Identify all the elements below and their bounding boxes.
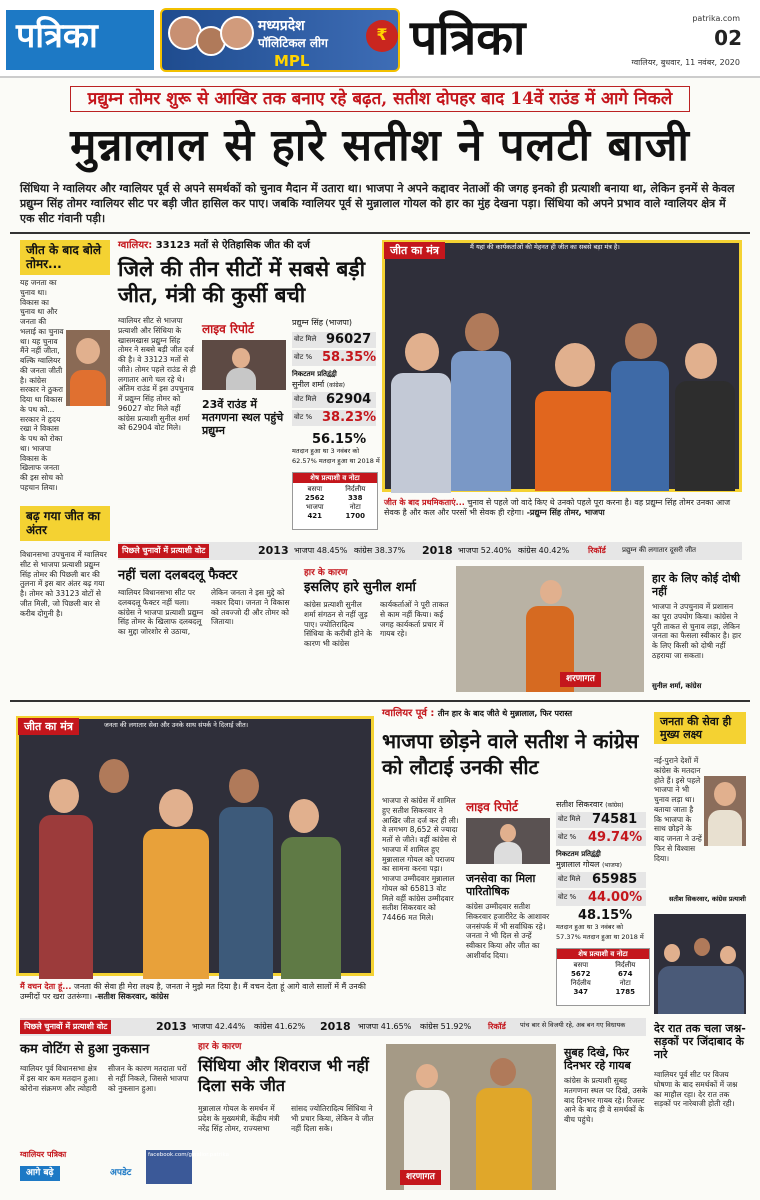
winner-pct: 58.35% [322,350,377,365]
bottom-col1-title: कम वोटिंग से हुआ नुकसान [20,1042,150,1057]
footer-update: अपडेट [110,1168,132,1178]
other-value: 1700 [345,511,365,520]
runner-name: सुनील शर्मा [292,380,325,389]
mid-col2-title: इसलिए हारे सुनील शर्मा [304,580,416,595]
sikarwar-photo [704,776,746,846]
winner-pct-row [292,350,376,366]
other-label: निर्दलीय [570,979,591,988]
winner-votes: 96027 [326,332,372,347]
runner-votes: 62904 [326,392,372,407]
other-value: 347 [573,987,589,996]
prev-results-strip-1 [118,542,742,560]
quote-east [20,982,372,1012]
mid-col2-kicker: हार के कारण [304,568,348,578]
turnout-value: 56.15% [312,432,367,447]
votes-label: वोट मिले [558,815,581,823]
east-victory-crowd-photo [16,716,374,976]
dateline: ग्वालियर, बुधवार, 11 नवंबर, 2020 [631,58,740,67]
kicker-text: तीन हार के बाद जीते थे मुन्नालाल, फिर परास्त [437,709,573,718]
other-label: बसपा [307,485,323,494]
mid-photo [456,566,644,692]
other-label: नोटा [619,979,631,988]
divider [10,700,750,702]
prev-strip-label: पिछले चुनावों में प्रत्याशी वोट [20,1020,111,1034]
east-side2-title: देर रात तक चला जश्न- सड़कों पर जिंदाबाद के नारे [654,1022,746,1062]
prev-y2-inc: कांग्रेस 51.92% [420,1022,472,1031]
footer-brand: ग्वालियर पत्रिका [20,1150,67,1159]
prev-results-strip-2 [20,1018,646,1036]
turnout-note: मतदान हुआ था 3 नवंबर को [292,447,359,455]
other-value: 5672 [571,969,591,978]
mid-col1-text: ग्वालियर विधानसभा सीट पर दलबदलू फैक्टर नहीं चला। कांग्रेस ने भाजपा प्रत्याशी प्रद्युम्न सिंह तोमर के खिलाफ दलबदलू का मुद्दा जोरशोर से उठाया, लेकिन जनता ने इस मुद्दे को नकार दिया। जनता ने विकास को तवज्जो दी और तोमर को जिताया। [118,588,290,636]
bottom-photo [386,1044,556,1190]
runner-name: मुन्नालाल गोयल [556,860,600,869]
bottom-col2-text: मुन्नालाल गोयल के समर्थन में प्रदेश के मुख्यमंत्री, केंद्रीय मंत्री नरेंद्र सिंह तोमर, राज्यसभा सांसद ज्योतिरादित्य सिंधिया ने भी प्रचार किया, लेकिन वे जीत नहीं दिला सके। [198,1104,374,1133]
other-value: 1785 [615,987,635,996]
bottom-col3-title: सुबह दिखे, फिर दिनभर रहे गायब [564,1046,631,1073]
site-url: patrika.com [692,14,740,23]
east-runner-label: निकटतम प्रतिद्वंद्वी [556,850,601,858]
quote-lead: जीत के बाद प्रथमिकताएं... [384,498,465,507]
east-live-sub: जनसेवा का मिला पारितोषिक [466,872,536,899]
prev-y1-bjp: भाजपा 42.44% [192,1022,246,1031]
east-kicker [382,708,652,720]
kicker-text: 33123 मतों से ऐतिहासिक जीत की दर्ज [155,240,310,251]
prev-y1-bjp: भाजपा 48.45% [294,546,348,555]
votes-label: वोट मिले [294,395,317,403]
record-text: पांच बार से विजयी रहे, अब बन गए विधायक [520,1021,626,1029]
runner-party: (कांग्रेस) [326,382,346,389]
east-side-title: जनता की सेवा ही मुख्य लक्ष्य [654,712,746,744]
east-live-text: कांग्रेस उम्मीदवार सतीश सिकरवार हजारीरेट के आशावर जनसंपर्क में भी सर्वाधिक रहे। जनता ने भी दिल से उन्हें स्वीकार किया और जीत का आशीर्वाद दिया। [466,902,550,960]
east-others-table [556,948,650,1006]
bottom-photo-tag: शरणागत [400,1170,441,1185]
record-text: प्रद्युम्न की लगातार दूसरी जीत [622,546,697,554]
east-runner-pct-row [556,890,646,906]
victory-crowd-photo [382,240,742,492]
pct-label: वोट % [558,893,577,901]
winner-block [292,318,376,328]
bottom-col3-text: कांग्रेस के प्रत्याशी सुबह मतगणना स्थल पर दिखे, उसके बाद दिनभर गायब रहे। रिजल्ट आने के बाद ही वे समर्थकों के बीच पहुंचे। [564,1076,648,1124]
live-report-photo [202,340,286,390]
prev-year-2: 2018 [320,1020,351,1033]
runner-party: (भाजपा) [602,862,622,869]
live-report-sub: 23वें राउंड में मतगणना स्थल पहुंचे प्रद्युम्न [202,398,284,438]
lede-paragraph: सिंधिया ने ग्वालियर और ग्वालियर पूर्व से अपने समर्थकों को चुनाव मैदान में उतारा था। भाजपा ने अपने कद्दावर नेताओं की जगह इनको ही प्रत्याशी बनाया था, लेकिन इनमें से केवल प्रद्युम्न सिंह तोमर ग्वालियर सीट पर बड़ी जीत हासिल कर पाए। जबकि ग्वालियर पूर्व से मुन्नालाल गोयल को हार का मुंह देखना पड़ा। सिंधिया को अपने प्रभाव वाले ग्वालियर क्षेत्र में एक सीट गंवानी पड़ी। [20,182,735,225]
promo-line-1: मध्यप्रदेश [258,18,305,34]
runner-pct-row [292,410,376,426]
mid-col3-text: भाजपा ने उपचुनाव में प्रशासन का पूरा उपयोग किया। कांग्रेस ने पूरी ताकत से चुनाव लड़ा, लेकिन जनता का फैसला स्वीकार है। हार के लिए किसी को दोषी नहीं ठहराया जा सकता। [652,602,742,660]
winner-name: सतीश सिकरवार [556,800,603,809]
photo-tag-gwalior: जीत का मंत्र [384,242,445,259]
east-prev-turnout: 57.37% मतदान हुआ था 2018 में [556,933,644,941]
winner-party: (भाजपा) [325,318,353,327]
runner-pct: 44.00% [588,890,643,905]
winner-party: (कांग्रेस) [605,802,624,809]
photo-tag-east: जीत का मंत्र [18,718,79,735]
runner-label: निकटतम प्रतिद्वंद्वी [292,370,337,378]
runner-votes-row [292,392,376,408]
night-celebration-photo [654,914,746,1014]
winner-votes-row [292,332,376,348]
photo-caption-east: जनता की लगातार सेवा और उनके साथ संपर्क ने दिलाई जीत। [104,721,249,729]
winner-name: प्रद्युम्न सिंह [292,318,323,327]
winner-pct: 49.74% [588,830,643,845]
east-runner-votes-row [556,872,646,888]
league-emblem-icon: ₹ [366,20,398,52]
pct-label: वोट % [294,353,313,361]
east-winner-pct-row [556,830,646,846]
page-number: 02 [714,26,742,50]
winner-votes: 74581 [592,812,638,827]
quote-byline: -सतीश सिकरवार, कांग्रेस [94,992,169,1002]
promo-line-2: पॉलिटिकल लीग [258,36,328,50]
other-value: 338 [347,493,363,502]
pct-label: वोट % [558,833,577,841]
prev-strip-label: पिछले चुनावों में प्रत्याशी वोट [118,544,209,558]
other-label: निर्दलीय [345,485,366,494]
live-report-label: लाइव रिपोर्ट [202,322,254,336]
prev-y1-inc: कांग्रेस 41.62% [254,1022,306,1031]
prev-year-2: 2018 [422,544,453,557]
gwalior-kicker [118,240,378,252]
others-title: शेष प्रत्याशी व नोटा [557,949,649,959]
mid-col1-title: नहीं चला दलबदलू फैक्टर [118,568,238,583]
quote-byline: -प्रद्युम्न सिंह तोमर, भाजपा [526,508,605,518]
strap-headline: प्रद्युम्न तोमर शुरू से आखिर तक बनाए रहे बढ़त, सतीश दोपहर बाद 14वें राउंड में आगे निकले [70,86,690,112]
side-title-tomar: जीत के बाद बोले तोमर... [20,240,110,275]
others-table [292,472,378,530]
east-side2-text: ग्वालियर पूर्व सीट पर विजय घोषणा के बाद समर्थकों में जश्न का माहौल रहा। देर रात तक सड़कों पर नारेबाजी होती रही। [654,1070,738,1109]
east-live-photo [466,818,550,864]
prev-year-1: 2013 [156,1020,187,1033]
footer-facebook-link[interactable]: facebook.com/gwalior.patrika [146,1150,192,1184]
east-winner-votes-row [556,812,646,828]
brand-logo-right: पत्रिका [410,10,526,66]
east-runner-block [556,860,652,870]
other-label: निर्दलीय [615,961,636,970]
other-value: 2562 [305,493,325,502]
runner-pct: 38.23% [322,410,377,425]
prev-y2-bjp: भाजपा 41.65% [358,1022,412,1031]
east-turnout: 48.15% [578,908,633,923]
kicker-label: ग्वालियर: [118,240,153,251]
promo-line-3: MPL [274,52,310,70]
record-label: रिकॉर्ड [588,546,606,555]
record-label: रिकॉर्ड [488,1022,506,1031]
other-label: बसपा [573,961,589,970]
east-winner-block [556,800,652,810]
bottom-col2-kicker: हार के कारण [198,1042,242,1052]
quote-gwalior [384,498,740,532]
east-turnout-note: मतदान हुआ था 3 नवंबर को [556,923,623,931]
mid-col3-by: सुनील शर्मा, कांग्रेस [652,682,702,690]
votes-label: वोट मिले [294,335,317,343]
tomar-photo [66,330,110,406]
footer-follow: आगे बढ़े [20,1166,60,1181]
photo-caption-gwalior: मैं यहां की कार्यकर्ताओं की मेहनत ही जीत का सबसे बड़ा मंत्र है। [470,243,620,251]
others-title: शेष प्रत्याशी व नोटा [293,473,377,483]
other-value: 421 [307,511,323,520]
side-title-margin: बढ़ गया जीत का अंतर [20,506,110,541]
mid-col3-title: हार के लिए कोई दोषी नहीं [652,572,740,599]
masthead [0,0,760,78]
other-value: 674 [617,969,633,978]
mid-photo-tag: शरणागत [560,672,601,687]
east-title: भाजपा छोड़ने वाले सतीश ने कांग्रेस को लौटाई उनकी सीट [382,729,639,779]
mpl-promo-banner [160,8,400,72]
gwalior-title: जिले की तीन सीटों में सबसे बड़ी जीत, मंत्री की कुर्सी बची [118,256,366,308]
gwalior-body: ग्वालियर सीट से भाजपा प्रत्याशी और सिंधिया के खासमखास प्रद्युम्न सिंह तोमर ने सबसे बड़ी जीत दर्ज की है। वे 33123 मतों से जीते। तोमर पहले राउंड से ही लगातार आगे चल रहे थे। अंतिम राउंड में इस उपचुनाव में प्रद्युम्न सिंह तोमर को 96027 वोट मिले वहीं कांग्रेस प्रत्याशी सुनील शर्मा को 62904 वोट मिले। [118,316,196,433]
kicker-label: ग्वालियर पूर्व : [382,708,435,719]
divider [10,232,750,234]
east-live-label: लाइव रिपोर्ट [466,800,518,814]
runner-votes: 65985 [592,872,638,887]
pct-label: वोट % [294,413,313,421]
bottom-col2-title: सिंधिया और शिवराज भी नहीं दिला सके जीत [198,1056,369,1095]
quote-lead: मैं वचन देता हूं... [20,982,72,991]
prev-y2-bjp: भाजपा 52.40% [458,546,512,555]
quote-text: चुनाव से पहले जो वादे किए थे उनको पहले पूरा करना है। वह प्रद्युम्न सिंह तोमर उनका आज सेवक है और कल और परसों भी सेवक ही रहेगा। [384,498,731,518]
other-label: नोटा [349,503,361,512]
prev-turnout: 62.57% मतदान हुआ था 2018 में [292,457,380,465]
runner-block [292,380,376,390]
votes-label: वोट मिले [558,875,581,883]
quote-text: जनता की सेवा ही मेरा लक्ष्य है, जनता ने मुझे मत दिया है। मैं वचन देता हूं आगे वाले सालों में मैं उनकी उम्मीदों पर खरा उतरूंगा। [20,982,366,1002]
bottom-col1-text: ग्वालियर पूर्व विधानसभा क्षेत्र में इस बार कम मतदान हुआ। कोरोना संक्रमण और त्योहारी सीजन के कारण मतदाता घरों से नहीं निकले, जिससे भाजपा को नुकसान हुआ। [20,1064,189,1093]
side-text-tomar: यह जनता का चुनाव था। विकास का चुनाव था और जनता की भलाई का चुनाव था। यह चुनाव मैंने नहीं जीता, बल्कि ग्वालियर की जनता जीती है। कांग्रेस सरकार ने ठुकरा दिया था विकास के पथ को... सरकार ने हृदय रखा ने विकास के पथ को रोका था। भाजपा विकास के खिलाफ जनता की इस सोच को पहचान लिया। [20,278,64,492]
side-text-margin: विधानसभा उपचुनाव में ग्वालियर सीट से भाजपा प्रत्याशी प्रद्युम्न सिंह तोमर की पिछली बार की तुलना में इस बार अंतर बढ़ गया है। तोमर को 33123 वोटों से जीत मिली, जो पिछली बार से करीब दोगुनी है। [20,550,107,618]
east-body: भाजपा से कांग्रेस में शामिल हुए सतीश सिकरवार ने आखिर जीत दर्ज कर ही ली। वे लगभग 8,652 से ज्यादा मतों से जीते। वहीं कांग्रेस से भाजपा में शामिल हुए मुन्नालाल गोयल को पराजय का सामना करना पड़ा। भाजपा उम्मीदवार मुन्नालाल गोयल को 65813 वोट मिले वहीं कांग्रेस उम्मीदवार सतीश सिकरवार को 74466 मत मिले। [382,796,459,922]
east-side-by: सतीश सिकरवार, कांग्रेस प्रत्याशी [668,895,746,903]
main-headline: मुन्नालाल से हारे सतीश ने पलटी बाजी [70,120,690,171]
east-side-text: नई-पुराने देशों में कांग्रेस के मतदान होते हैं। इसे पहले भाजपा ने भी चुनाव लड़ा था। बताया जाता है कि भाजपा के साथ छोड़ने के बाद जनता ने उन्हें फिर से विश्वास दिया। [654,756,702,863]
prev-y1-inc: कांग्रेस 38.37% [354,546,406,555]
prev-y2-inc: कांग्रेस 40.42% [518,546,570,555]
prev-year-1: 2013 [258,544,289,557]
leader-portrait-3 [220,16,254,50]
mid-col2-text: कांग्रेस प्रत्याशी सुनील शर्मा संगठन से नहीं जुड़ पाए। ज्योतिरादित्य सिंधिया के करीबी होने के कारण भी कांग्रेस कार्यकर्ताओं ने पूरी ताकत से काम नहीं किया। कई जगह कार्यकर्ता प्रचार में गायब रहे। [304,600,449,648]
brand-logo-left: पत्रिका [6,10,154,70]
other-label: भाजपा [305,503,324,512]
